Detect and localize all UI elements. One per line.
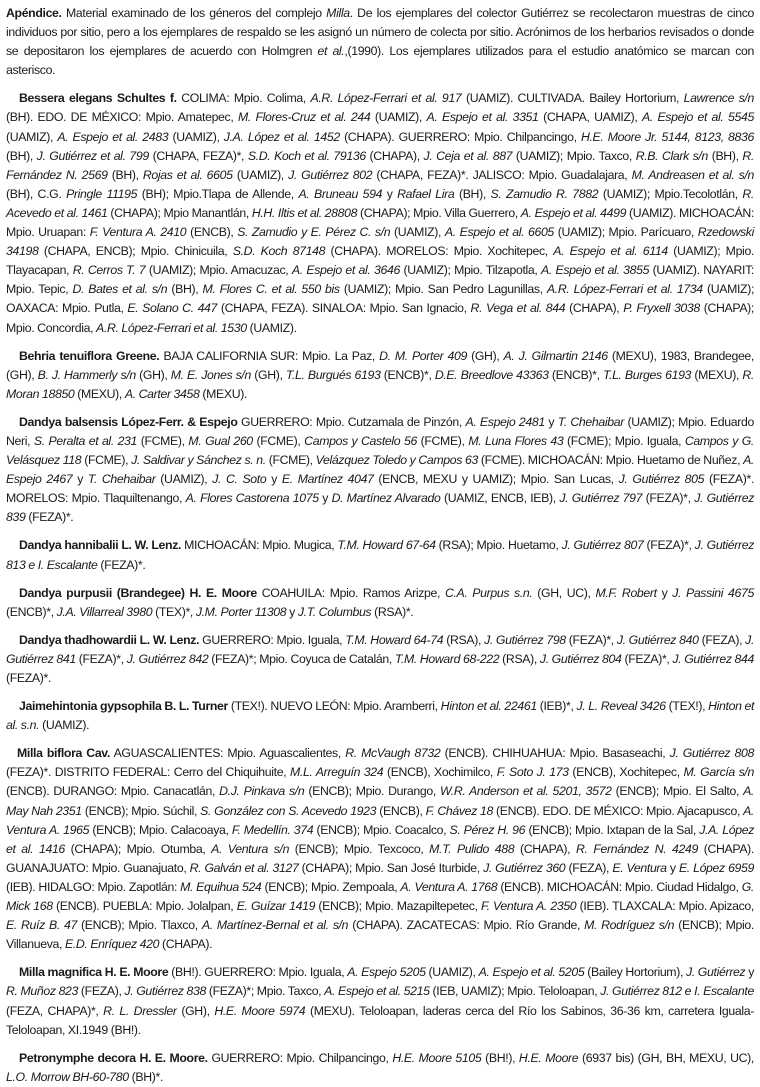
roman-text: AGUASCALIENTES: Mpio. Aguascalientes,: [109, 746, 346, 761]
roman-text: (ENCB, MEXU y UAMIZ); Mpio. San Lucas,: [373, 472, 619, 487]
roman-text: (BH),: [107, 167, 143, 182]
roman-text: (UAMIZ). NAYARIT: Mpio. Tepic,: [6, 263, 754, 297]
italic-text: R. McVaugh 8732: [345, 746, 441, 761]
roman-text: (UAMIZ); OAXACA: Mpio. Putla,: [6, 282, 755, 316]
roman-text: (BH),: [6, 148, 37, 163]
italic-text: M. Gual 260: [188, 433, 253, 448]
roman-text: (ENCB). PUEBLA: Mpio. Jolalpan,: [52, 899, 237, 914]
roman-text: MICHOACÁN: Mpio. Mugica,: [181, 538, 338, 553]
roman-text: (MEXU),: [691, 367, 743, 382]
italic-text: S. Zamudio R. 7882: [490, 186, 599, 201]
roman-text: (UAMIZ),: [425, 965, 479, 980]
roman-text: (FEZA)*; Mpio. Taxco,: [205, 984, 325, 999]
italic-text: F. Ventura A. 2410: [89, 225, 187, 240]
italic-text: J. Gutiérrez 813 e I. Escalante: [6, 538, 755, 572]
roman-text: (UAMIZ); Mpio. Amacuzac,: [145, 263, 292, 278]
italic-text: T.M. Howard 64-74: [345, 632, 444, 647]
italic-text: D.J. Pinkava s/n: [219, 784, 305, 799]
roman-text: (FEZA)*.: [97, 557, 146, 572]
roman-text: BAJA CALIFORNIA SUR: Mpio. La Paz,: [159, 348, 380, 363]
italic-text: A. Espejo 5205: [347, 965, 426, 980]
roman-text: y: [666, 860, 679, 875]
roman-text: (FEZA),: [698, 632, 746, 647]
roman-text: (IEB)*,: [536, 699, 577, 714]
roman-text: GUERRERO: Mpio. Cutzamala de Pinzón,: [237, 414, 466, 429]
italic-text: J. Gutiérrez 844: [672, 651, 755, 666]
italic-text: R. L. Dressler: [103, 1003, 177, 1018]
roman-text: (UAMIZ). CULTIVADA. Bailey Hortorium,: [461, 91, 684, 106]
italic-text: J. C. Soto: [212, 472, 267, 487]
italic-text: M. Flores C. et al. 550 bis: [202, 282, 340, 297]
roman-text: y: [266, 472, 282, 487]
roman-text: y: [656, 585, 673, 600]
roman-text: ,(1990). Los ejemplares utilizados para el estudio anatómico se marcan con asterisco.: [6, 44, 755, 78]
italic-text: A. Espejo et al. 3855: [541, 263, 650, 278]
roman-text: (CHAPA),: [514, 841, 576, 856]
italic-text: S. Pérez H. 96: [449, 822, 526, 837]
roman-text: (MEXU).: [199, 386, 248, 401]
roman-text: (CHAPA). GUANAJUATO: Mpio. Guanajuato,: [6, 841, 754, 875]
roman-text: (FEZA)*,: [75, 651, 127, 666]
italic-text: M. Andreasen et al. s/n: [631, 167, 755, 182]
taxon-name: Dandya purpusii (Brandegee) H. E. Moore: [19, 585, 257, 600]
italic-text: R. Galván et al. 3127: [189, 860, 299, 875]
italic-text: B. J. Hammerly s/n: [37, 367, 136, 382]
taxon-name: Dandya balsensis López-Ferr. & Espejo: [19, 414, 238, 429]
italic-text: H.E. Moore 5974: [214, 1003, 306, 1018]
roman-text: (ENCB); Mpio. Coacalco,: [313, 822, 450, 837]
italic-text: J. Gutiérrez et al. 799: [36, 148, 149, 163]
roman-text: (TEX)*,: [152, 604, 196, 619]
taxon-name: Milla magnifica H. E. Moore: [19, 965, 169, 980]
italic-text: Rojas et al. 6605: [142, 167, 233, 182]
roman-text: (CHAPA, FEZA). SINALOA: Mpio. San Ignacio,: [217, 301, 471, 316]
roman-text: (FEZA)*; Mpio. Coyuca de Catalán,: [208, 651, 395, 666]
roman-text: (MEXU), 1983, Brandegee, (GH),: [6, 348, 754, 382]
italic-text: E.D. Enríquez 420: [64, 937, 160, 952]
entry-dandya-hannibalii: [6, 536, 754, 574]
roman-text: GUERRERO: Mpio. Iguala,: [199, 632, 346, 647]
italic-text: J. Gutiérrez 807: [561, 538, 644, 553]
roman-text: (ENCB)*,: [6, 604, 57, 619]
italic-text: T.M. Howard 68-222: [394, 651, 500, 666]
italic-text: Campos y G. Velásquez 118: [6, 433, 754, 468]
specimen-list: [6, 91, 754, 334]
italic-text: A. Espejo et al. 4499: [520, 205, 627, 220]
italic-text: Hinton et al. 22461: [440, 699, 537, 714]
roman-text: (FEZA)*,: [621, 651, 673, 666]
italic-text: J. Gutiérrez 798: [484, 632, 566, 647]
italic-text: L.O. Morrow BH-60-780: [6, 1069, 129, 1084]
roman-text: (ENCB); Mpio. Súchil,: [81, 803, 201, 818]
roman-text: (UAMIZ); Mpio. Tlayacapan,: [6, 244, 754, 278]
roman-text: (CHAPA).: [159, 937, 213, 952]
italic-text: R. Vega et al. 844: [470, 301, 566, 316]
roman-text: (CHAPA); Mpio Manantlán,: [107, 205, 252, 220]
italic-text: J. Ceja et al. 887: [423, 148, 513, 163]
roman-text: (UAMIZ); Mpio.Tecolotlán,: [598, 186, 743, 201]
italic-text: et al.: [317, 44, 345, 59]
roman-text: (UAMIZ).: [246, 320, 297, 335]
italic-text: A.R. López-Ferrari et al. 1734: [546, 282, 703, 297]
italic-text: A. Bruneau 594: [298, 186, 383, 201]
italic-text: Rzedowski 34198: [6, 225, 754, 259]
entry-behria-tenuiflora: [6, 347, 754, 404]
taxon-name: Dandya thadhowardii L. W. Lenz.: [19, 632, 200, 647]
roman-text: COAHUILA: Mpio. Ramos Arizpe,: [256, 585, 445, 600]
italic-text: H.E. Moore: [518, 1050, 579, 1065]
roman-text: (UAMIZ),: [155, 472, 213, 487]
taxon-name: Bessera elegans Schultes f.: [19, 91, 177, 106]
roman-text: (FCME),: [265, 453, 316, 468]
italic-text: M. García s/n: [683, 765, 754, 780]
roman-text: (Bailey Hortorium),: [584, 965, 686, 980]
roman-text: (UAMIZ). MICHOACÁN: Mpio. Uruapan:: [6, 205, 755, 240]
roman-text: (FCME). MICHOACÁN: Mpio. Huetamo de Nuñez,: [477, 453, 744, 468]
italic-text: J. L. Reveal 3426: [576, 699, 666, 714]
roman-text: (BH!). GUERRERO: Mpio. Iguala,: [168, 965, 348, 980]
italic-text: S.D. Koch 87148: [232, 244, 326, 259]
roman-text: (IEB, UAMIZ); Mpio. Teloloapan,: [429, 984, 601, 999]
italic-text: J. Gutiérrez 812 e I. Escalante: [600, 984, 754, 999]
roman-text: (RSA); Mpio. Huetamo,: [435, 538, 562, 553]
italic-text: E. Guízar 1419: [236, 899, 316, 914]
italic-text: R. Moran 18850: [6, 367, 754, 401]
roman-text: (FEZA)*. DISTRITO FEDERAL: Cerro del Chiquihuite,: [6, 765, 290, 780]
roman-text: GUERRERO: Mpio. Chilpancingo,: [207, 1050, 393, 1065]
roman-text: (BH)*.: [128, 1069, 164, 1084]
roman-text: (CHAPA, FEZA)*,: [148, 148, 248, 163]
italic-text: A. Espejo et al. 5545: [641, 110, 754, 125]
italic-text: F. Medellín. 374: [231, 822, 314, 837]
italic-text: A. Espejo et al. 5205: [478, 965, 585, 980]
roman-text: . De los ejemplares del colector Gutiérrez se recolectaron muestras de cinco individuos por sitio, pero a los ejemplares de respaldo se les asignó un número de colecta por sitio. Acrónimos de los herbarios revisados o donde se depositaron los ejemplares de acuerdo con Holmgren: [6, 6, 754, 59]
italic-text: A. Espejo 2481: [465, 414, 545, 429]
roman-text: (CHAPA, FEZA)*. JALISCO: Mpio. Guadalajara,: [372, 167, 632, 182]
italic-text: H.E. Moore Jr. 5144, 8123, 8836: [580, 129, 755, 144]
roman-text: (FEZA)*,: [643, 538, 695, 553]
roman-text: (UAMIZ); Mpio. San Pedro Lagunillas,: [339, 282, 547, 297]
roman-text: (UAMIZ); Mpio. Tilzapotla,: [399, 263, 542, 278]
entry-dandya-thadhowardii: [6, 631, 754, 688]
italic-text: A. Martínez-Bernal et al. s/n: [201, 918, 349, 933]
italic-text: A. Espejo et al. 3646: [291, 263, 400, 278]
roman-text: y: [286, 604, 298, 619]
roman-text: (CHAPA); Mpio. Concordia,: [6, 301, 754, 335]
roman-text: (ENCB),: [186, 225, 238, 240]
italic-text: W.R. Anderson et al. 5201, 3572: [439, 784, 612, 799]
roman-text: (UAMIZ),: [232, 167, 289, 182]
roman-text: (FCME),: [81, 453, 132, 468]
taxon-name: Jaimehintonia gypsophila B. L. Turner: [19, 699, 228, 714]
italic-text: R. Fernández N. 2569: [6, 148, 754, 182]
roman-text: (ENCB); Mpio. El Salto,: [611, 784, 744, 799]
roman-text: (FCME),: [137, 433, 189, 448]
roman-text: (CHAPA); Mpio. San José Iturbide,: [298, 860, 484, 875]
italic-text: A.R. López-Ferrari et al. 1530: [96, 320, 247, 335]
italic-text: A. J. Gilmartin 2146: [503, 348, 608, 363]
italic-text: Rafael Lira: [397, 186, 455, 201]
italic-text: R. Fernández N. 4249: [575, 841, 698, 856]
italic-text: T.M. Howard 67-64: [337, 538, 436, 553]
roman-text: (UAMIZ, ENCB, IEB),: [440, 491, 560, 506]
italic-text: J. Gutiérrez 841: [6, 632, 755, 666]
entry-dandya-purpusii: [6, 584, 754, 622]
roman-text: (ENCB); Mpio. Tlaxco,: [76, 918, 202, 933]
italic-text: J. Gutiérrez 840: [616, 632, 699, 647]
italic-text: M. Equihua 524: [180, 879, 262, 894]
roman-text: y: [745, 965, 754, 980]
italic-text: H.H. Iltis et al. 28808: [251, 205, 358, 220]
roman-text: (RSA),: [443, 632, 485, 647]
roman-text: (RSA),: [499, 651, 540, 666]
italic-text: A. Carter 3458: [124, 386, 200, 401]
taxon-name: Milla biflora Cav.: [17, 746, 110, 761]
italic-text: J.A. Villarreal 3980: [56, 604, 153, 619]
italic-text: Milla: [326, 6, 350, 20]
roman-text: (FEZA)*.: [25, 510, 74, 525]
specimen-list: [6, 415, 754, 524]
roman-text: (ENCB). EDO. DE MÉXICO: Mpio. Ajacapusco,: [492, 803, 744, 818]
italic-text: J. Gutiérrez 797: [559, 491, 643, 506]
italic-text: E. Ruíz B. 47: [6, 918, 77, 933]
entry-milla-magnifica: [6, 963, 754, 1039]
italic-text: E. Martínez 4047: [281, 472, 374, 487]
roman-text: (UAMIZ); Mpio. Parícuaro,: [553, 225, 698, 240]
italic-text: A. Ventura A. 1965: [6, 803, 754, 837]
italic-text: J. Gutiérrez 802: [288, 167, 373, 182]
taxon-name: Dandya hannibalii L. W. Lenz.: [19, 538, 182, 553]
italic-text: J. Gutiérrez 805: [618, 472, 705, 487]
roman-text: (GH),: [135, 367, 171, 382]
roman-text: (FEZA)*.: [6, 671, 52, 685]
italic-text: S. Peralta et al. 231: [33, 433, 138, 448]
italic-text: J. Gutiérrez 839: [6, 491, 754, 525]
roman-text: (UAMIZ); Mpio. Taxco,: [512, 148, 636, 163]
italic-text: M. Rodríguez s/n: [584, 918, 675, 933]
italic-text: A. Espejo et al. 5215: [324, 984, 430, 999]
italic-text: P. Fryxell 3038: [623, 301, 700, 316]
roman-text: COLIMA: Mpio. Colima,: [176, 91, 311, 106]
roman-text: (UAMIZ),: [390, 225, 445, 240]
italic-text: R. Muñoz 823: [6, 984, 79, 999]
roman-text: (ENCB); Mpio. Calacoaya,: [89, 822, 232, 837]
roman-text: (FEZA)*,: [642, 491, 695, 506]
roman-text: (FCME),: [416, 433, 469, 448]
italic-text: C.A. Purpus s.n.: [444, 585, 533, 600]
italic-text: F. Soto J. 173: [496, 765, 569, 780]
entry-petronymphe-decora: [6, 1049, 754, 1087]
roman-text: (BH),: [454, 186, 491, 201]
italic-text: J. Passini 4675: [672, 585, 754, 600]
roman-text: (UAMIZ); Mpio. Eduardo Neri,: [6, 414, 754, 448]
roman-text: (IEB). TLAXCALA: Mpio. Apizaco,: [576, 899, 754, 914]
roman-text: (UAMIZ),: [168, 129, 224, 144]
italic-text: S. González con S. Acevedo 1923: [200, 803, 377, 818]
italic-text: Lawrence s/n: [683, 91, 754, 106]
italic-text: Velázquez Toledo y Campos 63: [315, 453, 478, 468]
roman-text: (CHAPA); Mpio. Villa Guerrero,: [357, 205, 521, 220]
roman-text: (UAMIZ).: [39, 718, 90, 733]
roman-text: (TEX!). NUEVO LEÓN: Mpio. Aramberri,: [227, 699, 441, 714]
entry-dandya-balsensis: [6, 413, 754, 528]
italic-text: M. Luna Flores 43: [468, 433, 564, 448]
italic-text: T. Chehaibar: [557, 414, 624, 429]
roman-text: (CHAPA). MORELOS: Mpio. Xochitepec,: [325, 244, 554, 259]
italic-text: T. Chehaibar: [87, 472, 156, 487]
roman-text: (FEZA),: [565, 860, 613, 875]
entry-bessera-elegans: [6, 89, 754, 337]
roman-text: (FEZA)*. MORELOS: Mpio. Tlaquiltenango,: [6, 472, 755, 506]
roman-text: (RSA)*.: [371, 604, 414, 619]
italic-text: M.L. Arreguín 324: [289, 765, 384, 780]
roman-text: (MEXU),: [74, 386, 125, 401]
roman-text: (GH),: [250, 367, 286, 382]
italic-text: R. Acevedo et al. 1461: [6, 186, 754, 220]
roman-text: (CHAPA, UAMIZ),: [538, 110, 642, 125]
roman-text: (BH); Mpio.Tlapa de Allende,: [137, 186, 299, 201]
italic-text: R.B. Clark s/n: [635, 148, 708, 163]
italic-text: J. Gutiérrez 804: [539, 651, 622, 666]
roman-text: (ENCB). DURANGO: Mpio. Canacatlán,: [6, 784, 220, 799]
italic-text: M. E. Jones s/n: [170, 367, 251, 382]
italic-text: M. Flores-Cruz et al. 244: [237, 110, 371, 125]
italic-text: D. M. Porter 409: [379, 348, 467, 363]
italic-text: E. Solano C. 447: [127, 301, 218, 316]
specimen-list: [6, 746, 754, 951]
roman-text: (MEXU). Teloloapan, laderas cerca del Río los Sabinos, 36-36 km, carretera Iguala-Teloloapan, XI.1949 (BH!).: [6, 1003, 754, 1037]
italic-text: E. López 6959: [678, 860, 755, 875]
roman-text: y: [544, 414, 558, 429]
roman-text: (BH). EDO. DE MÉXICO: Mpio. Amatepec,: [6, 110, 238, 125]
roman-text: (CHAPA),: [365, 148, 424, 163]
roman-text: (ENCB)*,: [380, 367, 435, 382]
italic-text: M.T. Pulido 488: [429, 841, 515, 856]
bold-text: Apéndice.: [6, 6, 62, 20]
italic-text: A. May Nah 2351: [6, 784, 754, 818]
roman-text: (BH!),: [481, 1050, 519, 1065]
roman-text: (ENCB),: [376, 803, 426, 818]
italic-text: A. Ventura A. 1768: [400, 879, 498, 894]
italic-text: F. Ventura A. 2350: [481, 899, 577, 914]
roman-text: (ENCB). CHIHUAHUA: Mpio. Basaseachi,: [440, 746, 670, 761]
roman-text: (CHAPA),: [565, 301, 624, 316]
italic-text: A. Espejo et al. 6605: [444, 225, 554, 240]
italic-text: A.R. López-Ferrari et al. 917: [310, 91, 462, 106]
italic-text: T.L. Burges 6193: [602, 367, 692, 382]
italic-text: H.E. Moore 5105: [392, 1050, 482, 1065]
roman-text: (BH), C.G.: [6, 186, 67, 201]
roman-text: (ENCB); Mpio. Mazapiltepetec,: [315, 899, 482, 914]
roman-text: (FCME); Mpio. Iguala,: [563, 433, 685, 448]
italic-text: J.A. López et al. 1416: [6, 822, 755, 856]
italic-text: Hinton et al. s.n.: [6, 699, 755, 733]
roman-text: (TEX!),: [665, 699, 709, 714]
entry-jaimehintonia-gypsophila: [6, 697, 754, 735]
roman-text: Material examinado de los géneros del complejo: [61, 6, 327, 20]
roman-text: (GH),: [176, 1003, 215, 1018]
italic-text: J. Gutiérrez: [685, 965, 746, 980]
roman-text: (BH),: [167, 282, 203, 297]
italic-text: G. Mick 168: [6, 879, 754, 914]
roman-text: (GH, UC),: [532, 585, 596, 600]
roman-text: (CHAPA, ENCB); Mpio. Chinicuila,: [38, 244, 233, 259]
roman-text: (ENCB), Xochitepec,: [568, 765, 684, 780]
italic-text: R. Cerros T. 7: [72, 263, 146, 278]
taxon-name: Behria tenuiflora Greene.: [19, 348, 160, 363]
roman-text: (ENCB); Mpio. Texcoco,: [289, 841, 430, 856]
italic-text: F. Chávez 18: [425, 803, 493, 818]
roman-text: (GH),: [466, 348, 504, 363]
italic-text: J. Gutiérrez 842: [126, 651, 209, 666]
italic-text: S. Zamudio y E. Pérez C. s/n: [237, 225, 391, 240]
roman-text: (ENCB), Xochimilco,: [383, 765, 497, 780]
taxon-name: Petronymphe decora H. E. Moore.: [19, 1050, 208, 1065]
italic-text: D.E. Breedlove 43363: [434, 367, 549, 382]
italic-text: J.M. Porter 11308: [195, 604, 287, 619]
roman-text: (IEB). HIDALGO: Mpio. Zapotlán:: [6, 879, 181, 894]
roman-text: y: [72, 472, 88, 487]
italic-text: J. Saldivar y Sánchez s. n.: [131, 453, 266, 468]
italic-text: E. Ventura: [612, 860, 667, 875]
italic-text: T.L. Burgués 6193: [285, 367, 381, 382]
roman-text: (ENCB); Mpio. Villanueva,: [6, 918, 754, 952]
roman-text: (UAMIZ),: [6, 129, 58, 144]
italic-text: J. Gutiérrez 838: [124, 984, 206, 999]
roman-text: (CHAPA); Mpio. Otumba,: [64, 841, 212, 856]
roman-text: (6937 bis) (GH, BH, MEXU, UC),: [578, 1050, 754, 1065]
roman-text: (BH),: [707, 148, 743, 163]
roman-text: (ENCB). MICHOACÁN: Mpio. Ciudad Hidalgo,: [497, 879, 742, 894]
italic-text: D. Martínez Alvarado: [331, 491, 441, 506]
roman-text: (FEZA)*,: [565, 632, 617, 647]
entry-milla-biflora: [6, 744, 754, 954]
italic-text: J.A. López et al. 1452: [223, 129, 340, 144]
italic-text: A. Espejo et al. 3351: [426, 110, 539, 125]
italic-text: A. Flores Castorena 1075: [185, 491, 319, 506]
roman-text: (FCME),: [252, 433, 305, 448]
italic-text: A. Espejo 2467: [6, 453, 754, 487]
italic-text: D. Bates et al. s/n: [72, 282, 168, 297]
italic-text: Pringle 11195: [66, 186, 138, 201]
roman-text: y: [318, 491, 332, 506]
roman-text: (ENCB)*,: [548, 367, 603, 382]
roman-text: (FEZA, CHAPA)*,: [6, 1003, 104, 1018]
italic-text: A. Espejo et al. 2483: [57, 129, 169, 144]
italic-text: J. Gutiérrez 808: [669, 746, 754, 761]
italic-text: S.D. Koch et al. 79136: [247, 148, 366, 163]
appendix-intro: [6, 4, 754, 80]
roman-text: (CHAPA). ZACATECAS: Mpio. Río Grande,: [348, 918, 585, 933]
roman-text: (ENCB); Mpio. Durango,: [304, 784, 440, 799]
italic-text: M.F. Robert: [595, 585, 657, 600]
italic-text: J.T. Columbus: [297, 604, 372, 619]
italic-text: A. Espejo et al. 6114: [553, 244, 668, 259]
roman-text: (UAMIZ),: [370, 110, 427, 125]
roman-text: (ENCB); Mpio. Zempoala,: [261, 879, 401, 894]
italic-text: Campos y Castelo 56: [304, 433, 417, 448]
roman-text: y: [382, 186, 398, 201]
roman-text: (ENCB); Mpio. Ixtapan de la Sal,: [525, 822, 700, 837]
roman-text: (CHAPA). GUERRERO: Mpio. Chilpancingo,: [339, 129, 581, 144]
italic-text: J. Gutiérrez 360: [483, 860, 566, 875]
roman-text: (FEZA),: [78, 984, 125, 999]
italic-text: A. Ventura s/n: [211, 841, 290, 856]
